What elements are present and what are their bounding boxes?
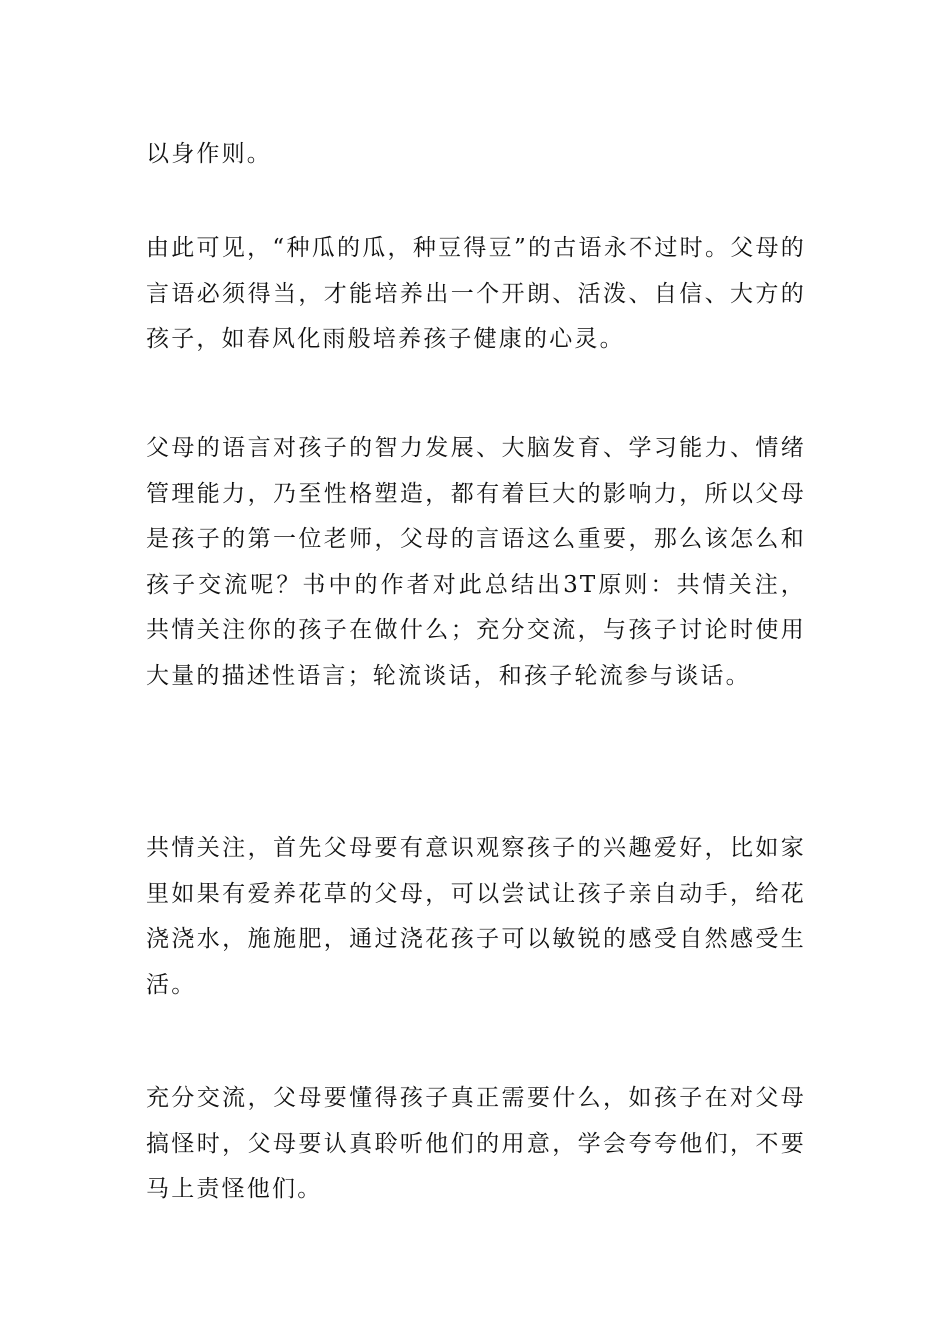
paragraph-4: 共情关注，首先父母要有意识观察孩子的兴趣爱好，比如家里如果有爱养花草的父母，可以尝试让孩子亲自动手，给花浇浇水，施施肥，通过浇花孩子可以敏锐的感受自然感受生活。 — [146, 835, 806, 998]
paragraph-5: 充分交流，父母要懂得孩子真正需要什么，如孩子在对父母搞怪时，父母要认真聆听他们的用意，学会夸夸他们，不要马上责怪他们。 — [146, 1085, 806, 1202]
paragraph-1: 以身作则。 — [146, 141, 272, 167]
paragraph-3: 父母的语言对孩子的智力发展、大脑发育、学习能力、情绪管理能力，乃至性格塑造，都有着巨大的影响力，所以父母是孩子的第一位老师，父母的言语这么重要，那么该怎么和孩子交流呢？书中的作者对此总结出3T原则：共情关注，共情关注你的孩子在做什么；充分交流，与孩子讨论时使用大量的描述性语言；轮流谈话，和孩子轮流参与谈话。 — [146, 435, 806, 689]
paragraph-2: 由此可见，“种瓜的瓜，种豆得豆”的古语永不过时。父母的言语必须得当，才能培养出一个开朗、活泼、自信、大方的孩子，如春风化雨般培养孩子健康的心灵。 — [146, 235, 806, 352]
